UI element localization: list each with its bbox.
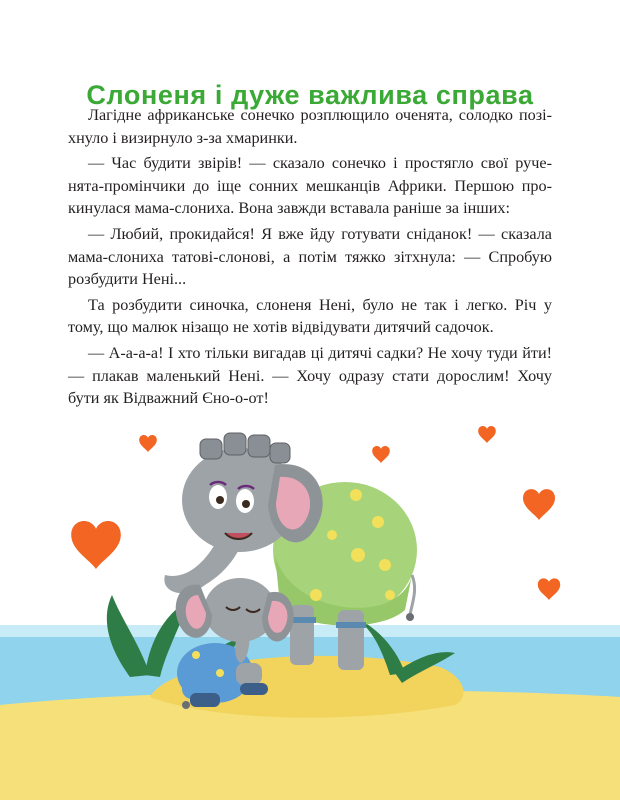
story-text: [68, 104, 552, 413]
heart-icon: [71, 521, 121, 569]
paragraph: — А-а-а-а! І хто тільки вигадав ці дитячі садки? Не хочу туди йти! — плакав маленький Нені. — Хочу одразу стати дорослим! Хочу бути як Відважний Єно-о-от!: [68, 343, 552, 408]
heart-icon: [139, 435, 157, 452]
paragraph: Лагідне африканське сонечко розплющило оченята, солодко позі-хнуло і визирнуло з-за хмаринки.: [68, 106, 552, 147]
heart-icon: [523, 489, 555, 520]
heart-icon: [478, 426, 496, 443]
page-title: Слоненя і дуже важлива справа: [86, 80, 534, 111]
paragraph: Та розбудити синочка, слоненя Нені, було не так і легко. Річ у тому, що малюк нізащо не хотів відвідувати дитячий садочок.: [68, 295, 552, 337]
paragraph: — Час будити звірів! — сказало сонечко і простягло свої руче-нята-промінчики до іще сонних мешканців Африки. Першою про-кинулася мама-слониха. Вона завжди вставала раніше за інших:: [68, 154, 552, 218]
heart-icon: [372, 446, 390, 463]
heart-icon: [538, 578, 560, 600]
paragraph: — Любий, прокидайся! Я вже йду готувати сніданок! — сказала мама-слониха татові-слонові, а потім тяжко зітхнула: — Спробую розбудити Нені...: [68, 224, 552, 289]
illustration: [0, 405, 620, 800]
